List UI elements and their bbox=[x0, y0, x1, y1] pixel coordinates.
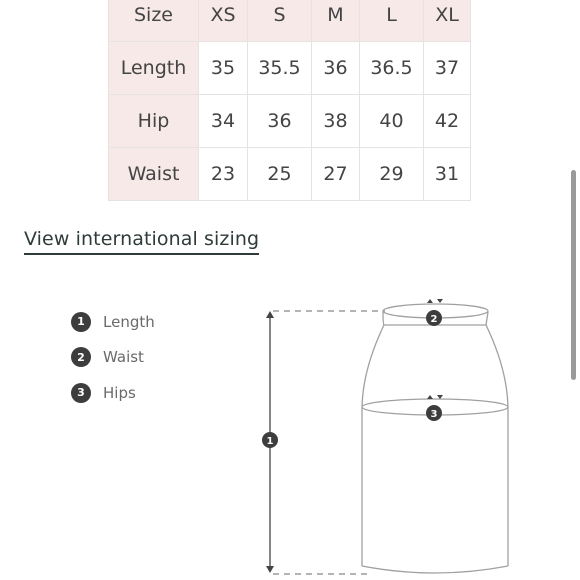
table-cell: 35 bbox=[199, 42, 248, 95]
skirt-outline bbox=[362, 304, 508, 573]
table-cell: 42 bbox=[424, 95, 471, 148]
view-international-sizing-link[interactable]: View international sizing bbox=[24, 228, 259, 255]
size-header-label: Size bbox=[109, 0, 199, 42]
table-cell: 36 bbox=[248, 95, 312, 148]
size-header-s: S bbox=[248, 0, 312, 42]
table-cell: 36 bbox=[312, 42, 360, 95]
marker-number: 2 bbox=[430, 314, 438, 325]
size-header-m: M bbox=[312, 0, 360, 42]
table-cell: 25 bbox=[248, 148, 312, 201]
legend-label: Waist bbox=[103, 348, 144, 366]
marker-waist bbox=[426, 310, 442, 326]
table-cell: 38 bbox=[312, 95, 360, 148]
size-header-l: L bbox=[360, 0, 424, 42]
legend-label: Hips bbox=[103, 383, 136, 402]
legend-label: Length bbox=[103, 312, 155, 331]
table-cell: 36.5 bbox=[360, 42, 424, 95]
table-cell: 35.5 bbox=[248, 42, 312, 95]
legend-number-badge: 1 bbox=[71, 312, 91, 332]
table-cell: 27 bbox=[312, 148, 360, 201]
row-label-hip: Hip bbox=[109, 95, 199, 148]
marker-length bbox=[262, 432, 278, 448]
table-cell: 23 bbox=[199, 148, 248, 201]
legend-number-badge: 3 bbox=[71, 383, 91, 403]
size-header-xl: XL bbox=[424, 0, 471, 42]
row-label-length: Length bbox=[109, 42, 199, 95]
size-header-xs: XS bbox=[199, 0, 248, 42]
scrollbar-thumb[interactable] bbox=[571, 170, 576, 380]
row-label-waist: Waist bbox=[109, 148, 199, 201]
marker-number: 1 bbox=[266, 436, 274, 447]
legend-number-badge: 2 bbox=[71, 347, 91, 367]
marker-number: 3 bbox=[430, 409, 438, 420]
table-cell: 31 bbox=[424, 148, 471, 201]
table-cell: 37 bbox=[424, 42, 471, 95]
table-cell: 29 bbox=[360, 148, 424, 201]
marker-hips bbox=[426, 405, 442, 421]
table-cell: 34 bbox=[199, 95, 248, 148]
table-cell: 40 bbox=[360, 95, 424, 148]
